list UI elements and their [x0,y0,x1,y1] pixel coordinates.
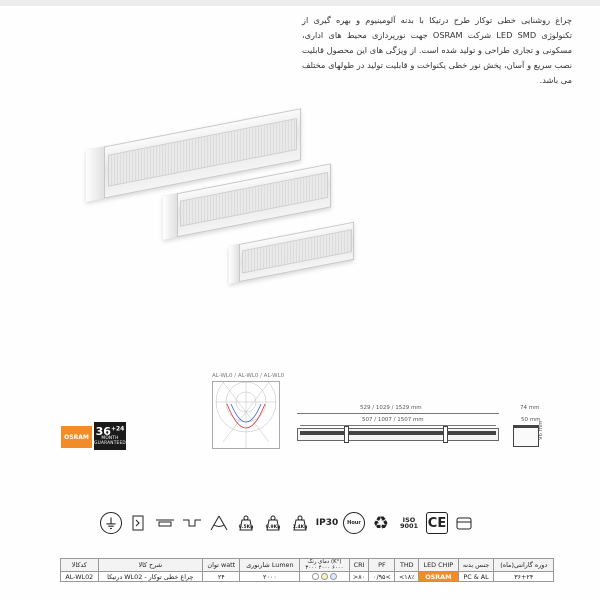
earth-icon [100,512,122,534]
warranty-line2: GUARANTEED [94,440,126,446]
cell-cri: >۸۰ [349,572,369,582]
cell-code: AL-WL02 [61,572,99,582]
cell-pf: ۰/۹۵< [369,572,395,582]
ce-icon: CE [426,512,448,534]
warranty-main: 36 [95,425,111,439]
weight-text: 0.5Kg [238,525,254,530]
weight-text: 1.4Kg [292,525,308,530]
header-thd: THD [395,559,419,572]
model-codes: AL-WL0 / AL-WL0 / AL-WL0 [212,373,285,379]
spec-table [60,558,554,582]
recycle-icon: ♻ [372,512,390,534]
warranty-line1: MONTH [101,436,119,442]
overall-length-label: 529 / 1029 / 1529 mm [360,405,422,411]
inner-width-label: 50 mm [521,417,541,423]
weight-icon [262,512,284,534]
header-pf: PF [369,559,395,572]
mount-clip [443,426,448,443]
header-warranty: دوره گارانتی(ماه) [494,559,554,572]
header-code: کدکالا [61,559,99,572]
cell-power: ۲۴ [203,572,240,582]
feature-icons-row [100,508,500,538]
table-header-row [61,559,554,572]
header-power: توان watt [203,559,240,572]
light-distribution-diagram [212,381,280,449]
cell-chip: OSRAM [419,572,459,582]
side-drawing-strip [300,431,496,435]
header-chip: LED CHIP [419,559,459,572]
ip-rating-icon: IP30 [315,518,339,528]
mounting-icon [154,512,176,534]
dimension-line [297,413,499,414]
header-material: جنس بدنه [458,559,494,572]
top-strip [0,0,600,6]
header-cri: CRI [349,559,369,572]
polar-curve-icon [213,382,279,448]
weight-icon [289,512,311,534]
driver-icon [127,512,149,534]
cell-warranty: ۳۶+۲۴ [494,572,554,582]
section-drawing [513,425,539,447]
product-image-small [229,222,354,284]
beam-angle-icon [208,512,230,534]
inner-length-label: 507 / 1007 / 1507 mm [362,417,424,423]
header-flux: شارنوری Lumen [240,559,300,572]
osram-logo: OSRAM [61,426,92,448]
cell-desc: درتیکا WL02 - چراغ خطی توکار [98,572,202,582]
product-description: چراغ روشنایی خطی توکار طرح درتیکا با بدنه آلومینیوم و بهره گیری از تکنولوژی LED SMD شرکت OSRAM جهت نورپردازی محیط های اداری، مسکونی و تجاری طراحی و تولید شده است. از ویژگی های این محصول قابلیت نصب سریع و آسان، پخش نور خطی یکنواخت و قابلیت تولید در طولهای مختلف می باشد. [302,15,573,85]
cell-cct [300,572,349,582]
box-icon [453,512,475,534]
cct-option-icon [312,573,319,580]
warranty-badge [94,422,126,450]
cell-thd: <۱۸٪ [395,572,419,582]
lifetime-icon: Hour [343,512,365,534]
warranty-plus: +24 [110,425,125,433]
cell-material: PC & AL [458,572,494,582]
header-cct: دمای رنگ (K°) ۳۰۰۰ ۴۰۰۰ ۶۰۰۰ [300,559,349,572]
iso-icon: ISO 9001 [399,515,419,530]
width-label: 74 mm [520,405,540,411]
cct-option-icon [330,573,337,580]
table-row [61,572,554,582]
cct-option-icon [321,573,328,580]
height-label: 96 mm [538,420,544,440]
header-desc: شرح کالا [98,559,202,572]
mount-clip [344,426,349,443]
weight-icon [235,512,257,534]
cell-flux: ۲۰۰۰ [240,572,300,582]
weight-text: 0.9Kg [265,525,281,530]
recessed-icon [181,512,203,534]
dimension-line [300,425,496,426]
